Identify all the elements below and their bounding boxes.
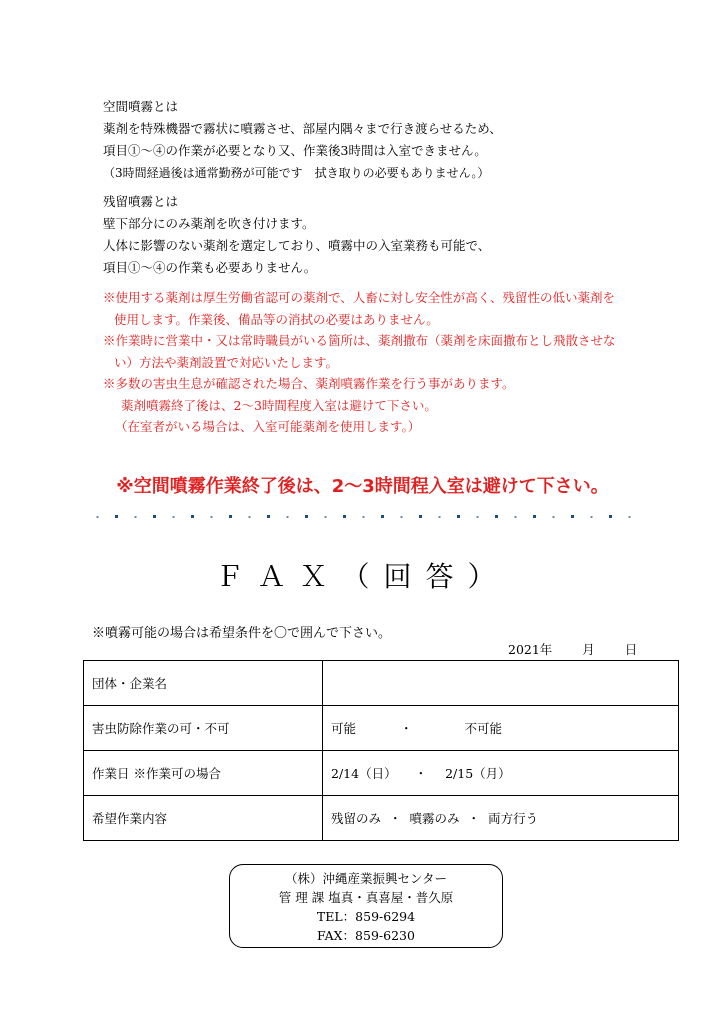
- option-date-1[interactable]: 2/14（日）: [331, 766, 397, 781]
- residual-line: 項目①～④の作業も必要ありません。: [103, 260, 317, 275]
- cut-line-divider: [96, 512, 636, 522]
- dotted-divider-graphic: [96, 512, 636, 522]
- company-field[interactable]: [323, 661, 679, 706]
- option-residual-only[interactable]: 残留のみ: [331, 811, 382, 826]
- option-separator: ・: [400, 721, 413, 736]
- contact-tel: TEL：859-6294: [316, 909, 416, 924]
- residual-line: 人体に影響のない薬剤を選定しており、噴霧中の入室業務も可能で、: [103, 238, 491, 253]
- date-month: 月: [582, 642, 595, 657]
- warning-line: （在室者がいる場合は、入室可能薬剤を使用します。）: [115, 419, 421, 434]
- contact-box: [229, 864, 503, 948]
- divider-dot: [553, 516, 555, 518]
- warning-line: い）方法や薬剤設置で対応いたします。: [114, 354, 339, 370]
- divider-dot: [533, 515, 536, 518]
- work-type-label: 希望作業内容: [84, 796, 323, 841]
- main-warning: ※空間噴霧作業終了後は、2～3時間程入室は避けて下さい。: [116, 476, 609, 497]
- warning-line: ※多数の害虫生息が確認された場合、薬剤噴霧作業を行う事があります。: [103, 376, 515, 391]
- spatial-line: 薬剤を特殊機器で霧状に噴霧させ、部屋内隅々まで行き渡らせるため、: [103, 121, 502, 136]
- divider-dot: [173, 516, 175, 518]
- option-impossible[interactable]: 不可能: [464, 721, 503, 736]
- residual-heading: 残留噴霧とは: [103, 194, 179, 209]
- divider-dot: [249, 516, 251, 518]
- divider-dot: [571, 515, 574, 518]
- residual-spray-section: [103, 191, 490, 279]
- divider-dot: [115, 515, 118, 518]
- instruction-note: ※噴霧可能の場合は希望条件を〇で囲んで下さい。: [92, 626, 392, 641]
- date-year: 2021年: [508, 642, 553, 657]
- warning-notes: [103, 287, 683, 438]
- work-type-options: [323, 796, 679, 841]
- spatial-line: （3時間経過後は通常勤務が可能です 拭き取りの必要もありません。）: [103, 166, 490, 180]
- option-separator: ・: [414, 766, 428, 781]
- residual-line: 壁下部分にのみ薬剤を吹き付けます。: [103, 216, 315, 231]
- option-possible[interactable]: 可能: [331, 721, 357, 736]
- divider-dot: [591, 516, 593, 518]
- form-row-work-type: [84, 796, 679, 841]
- divider-dot: [229, 515, 232, 518]
- divider-dot: [477, 516, 479, 518]
- contact-company: （株）沖縄産業振興センター: [284, 871, 447, 886]
- divider-dot: [305, 515, 308, 518]
- divider-dot: [419, 515, 422, 518]
- divider-dot: [439, 516, 441, 518]
- warning-line: 使用します。作業後、備品等の消拭の必要はありません。: [114, 311, 439, 327]
- date-line: [508, 640, 637, 658]
- divider-dot: [381, 515, 384, 518]
- fax-title: ＦＡＸ（回答）: [215, 560, 510, 593]
- fax-response-form: [83, 660, 679, 841]
- divider-dot: [135, 516, 137, 518]
- option-spray-only[interactable]: 噴霧のみ: [409, 811, 460, 826]
- divider-dot: [325, 516, 327, 518]
- spatial-spray-section: [103, 96, 502, 184]
- divider-dot: [515, 516, 517, 518]
- workday-label: 作業日 ※作業可の場合: [84, 751, 323, 796]
- warning-line: ※使用する薬剤は厚生労働省認可の薬剤で、人畜に対し安全性が高く、残留性の低い薬剤を: [103, 290, 616, 305]
- option-separator: ・: [389, 811, 402, 826]
- warning-line: 薬剤噴霧終了後は、2～3時間程度入室は避けて下さい。: [121, 397, 437, 413]
- contact-fax: FAX：859-6230: [317, 928, 415, 943]
- form-row-availability: [84, 706, 679, 751]
- option-date-2[interactable]: 2/15（月）: [445, 766, 511, 781]
- divider-dot: [609, 515, 612, 518]
- spatial-line: 項目①～④の作業が必要となり又、作業後3時間は入室できません。: [103, 143, 487, 158]
- warning-line: ※作業時に営業中・又は常時職員がいる箇所は、薬剤撒布（薬剤を床面撒布とし飛散させな: [103, 333, 616, 348]
- divider-dot: [343, 515, 346, 518]
- workday-options: [323, 751, 679, 796]
- divider-dot: [211, 516, 213, 518]
- form-row-company: [84, 661, 679, 706]
- availability-options: [323, 706, 679, 751]
- divider-dot: [363, 516, 365, 518]
- divider-dot: [495, 515, 498, 518]
- availability-label: 害虫防除作業の可・不可: [84, 706, 323, 751]
- divider-dot: [267, 515, 270, 518]
- option-both[interactable]: 両方行う: [488, 811, 539, 826]
- option-separator: ・: [467, 811, 481, 826]
- divider-dot: [287, 516, 289, 518]
- divider-dot: [153, 515, 156, 518]
- date-day: 日: [624, 642, 638, 657]
- divider-dot: [97, 516, 99, 518]
- company-label: 団体・企業名: [84, 661, 323, 706]
- contact-department: 管 理 課 塩真・真喜屋・普久原: [278, 890, 454, 905]
- divider-dot: [457, 515, 460, 518]
- form-row-workday: [84, 751, 679, 796]
- divider-dot: [191, 515, 194, 518]
- divider-dot: [629, 516, 631, 518]
- spatial-heading: 空間噴霧とは: [103, 99, 179, 114]
- divider-dot: [401, 516, 403, 518]
